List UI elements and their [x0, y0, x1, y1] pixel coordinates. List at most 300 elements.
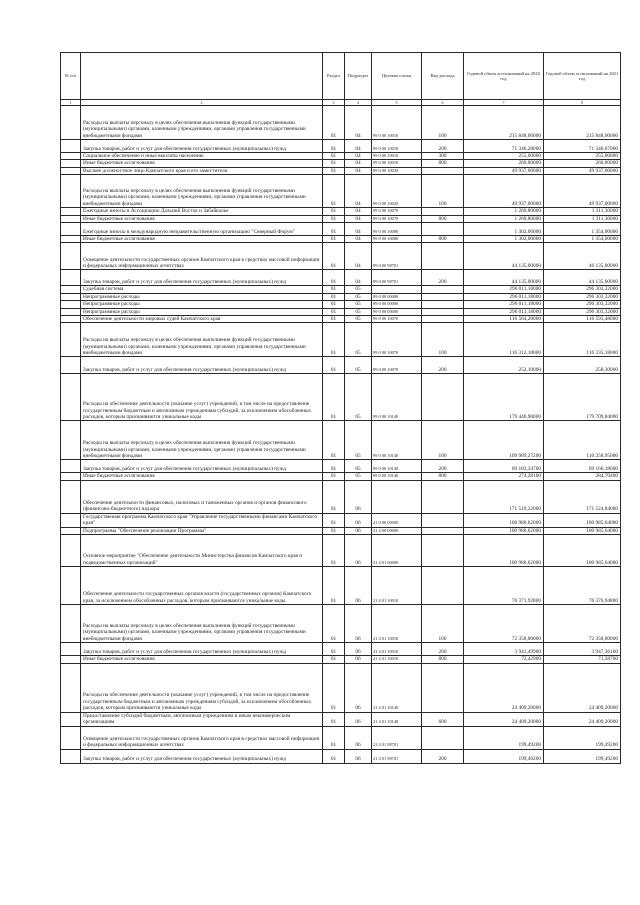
subsection-code: 04 [345, 215, 372, 222]
table-row [61, 215, 621, 222]
amount-2021: 76 376,94800 [544, 567, 621, 605]
subsection-code: 05 [345, 421, 372, 460]
amount-2020: 171 519,32000 [464, 480, 544, 513]
section-code: 01 [323, 421, 345, 460]
amount-2021: 116 593,48000 [544, 316, 621, 323]
section-code: 01 [323, 535, 345, 567]
amount-2021: 49 937,00000 [544, 175, 621, 208]
target-article-code: 99 0 00 10070 [372, 208, 422, 215]
amount-2020: 3 941,49900 [464, 643, 544, 656]
subsection-code: 05 [345, 308, 372, 315]
subsection-code: 05 [345, 374, 372, 421]
table-row [61, 460, 621, 473]
table-row [61, 513, 621, 527]
item-name: Расходы на выплаты персоналу в целях обеспечения выполнения функций государственными (муниципальными) органами, казенными учреждениями, органами управления государственными внебюджетными фондами [81, 106, 323, 140]
section-code: 01 [323, 480, 345, 513]
expense-type-code: 200 [422, 749, 464, 763]
target-article-code: 21 4 01 10010 [372, 605, 422, 643]
table-row [61, 160, 621, 167]
target-article-code: 99 0 00 10140 [372, 421, 422, 460]
target-article-code: 21 0 00 00000 [372, 513, 422, 527]
item-name: Иные бюджетные ассигнования [81, 215, 323, 222]
amount-2020: 296 011,18000 [464, 293, 544, 300]
subsection-code: 04 [345, 208, 372, 215]
amount-2021: 1 311,30000 [544, 215, 621, 222]
table-row [61, 527, 621, 534]
subsection-code: 05 [345, 286, 372, 293]
target-article-code: 99 0 00 00000 [372, 308, 422, 315]
expense-type-code: 800 [422, 656, 464, 663]
amount-2020: 49 937,00000 [464, 167, 544, 174]
amount-2020: 69 183,34700 [464, 460, 544, 473]
expense-type-code: 100 [422, 323, 464, 357]
num-cell [61, 421, 81, 460]
item-name: Иные бюджетные ассигнования [81, 473, 323, 480]
target-article-code: 99 0 00 10070 [372, 215, 422, 222]
num-cell [61, 535, 81, 567]
target-article-code: 21 4 01 98701 [372, 726, 422, 749]
section-code: 01 [323, 726, 345, 749]
amount-2020: 296 011,18000 [464, 308, 544, 315]
amount-2021: 3 947,36100 [544, 643, 621, 656]
subsection-code: 04 [345, 223, 372, 236]
subsection-code: 04 [345, 106, 372, 140]
target-article-code: 99 0 00 10140 [372, 473, 422, 480]
expense-type-code [422, 535, 464, 567]
num-cell [61, 527, 81, 534]
expense-type-code: 200 [422, 140, 464, 153]
amount-2021: 72 358,00000 [544, 605, 621, 643]
table-row [61, 535, 621, 567]
section-code: 01 [323, 308, 345, 315]
item-name: Обеспечение деятельности финансовых, налоговых и таможенных органов и органов финансового (финансово-бюджетного) надзора [81, 480, 323, 513]
amount-2021: 296 303,32000 [544, 286, 621, 293]
table-row [61, 643, 621, 656]
item-name: Расходы на выплаты персоналу в целях обеспечения выполнения функций государственными (муниципальными) органами, казенными учреждениями, органами управления государственными внебюджетными фондами [81, 421, 323, 460]
amount-2020: 116 564,28000 [464, 316, 544, 323]
num-cell [61, 513, 81, 527]
expense-type-code: 800 [422, 215, 464, 222]
target-article-code: 99 0 00 10020 [372, 167, 422, 174]
expense-type-code: 100 [422, 421, 464, 460]
header-amount-2020: Годовой объем ассигнований на 2020 год [464, 53, 544, 100]
subsection-code: 05 [345, 357, 372, 374]
num-cell [61, 236, 81, 243]
item-name: Расходы на выплаты персоналу в целях обеспечения выполнения функций государственными (муниципальными) органами, казенными учреждениями, органами управления государственными внебюджетными фондами [81, 175, 323, 208]
section-code: 01 [323, 106, 345, 140]
amount-2020: 100 980,62000 [464, 527, 544, 534]
num-cell [61, 175, 81, 208]
expense-type-code [422, 374, 464, 421]
section-code: 01 [323, 605, 345, 643]
subsection-code: 06 [345, 567, 372, 605]
table-row [61, 374, 621, 421]
num-cell [61, 605, 81, 643]
target-article-code: 21 4 01 00000 [372, 535, 422, 567]
section-code: 01 [323, 749, 345, 763]
section-code: 01 [323, 223, 345, 236]
section-code: 01 [323, 323, 345, 357]
num-cell [61, 208, 81, 215]
amount-2020: 255,00000 [464, 153, 544, 160]
expense-type-code [422, 567, 464, 605]
subsection-code: 06 [345, 535, 372, 567]
item-name: Ежегодные взносы в международную неправительственную организацию "Северный Форум" [81, 223, 323, 236]
amount-2021: 44 135,00000 [544, 270, 621, 286]
amount-2021: 116 335,18000 [544, 323, 621, 357]
section-code: 01 [323, 357, 345, 374]
section-code: 01 [323, 286, 345, 293]
header-amount-2021: Годовой объем ассигнований на 2021 год [544, 53, 621, 100]
amount-2021: 24 409,20000 [544, 663, 621, 712]
amount-2021: 260,00000 [544, 160, 621, 167]
target-article-code: 99 0 00 10070 [372, 316, 422, 323]
subsection-code: 06 [345, 656, 372, 663]
expense-type-code [422, 208, 464, 215]
subsection-code: 05 [345, 301, 372, 308]
amount-2020: 199,49200 [464, 749, 544, 763]
expense-type-code: 100 [422, 106, 464, 140]
num-cell [61, 357, 81, 374]
expense-type-code: 300 [422, 153, 464, 160]
amount-2020: 116 312,18000 [464, 323, 544, 357]
target-article-code: 99 0 00 98701 [372, 270, 422, 286]
target-article-code: 99 0 00 10010 [372, 160, 422, 167]
table-row [61, 316, 621, 323]
expense-type-code [422, 243, 464, 270]
amount-2021: 258,30000 [544, 357, 621, 374]
amount-2020: 100 980,62000 [464, 535, 544, 567]
table-row [61, 223, 621, 236]
item-name: Обеспечение деятельности государственных органов власти (государственных органов) Камчатского края, за исключением обособленных расходов, которым присваиваются уникальные коды [81, 567, 323, 605]
amount-2020: 24 409,20000 [464, 712, 544, 726]
table-row [61, 605, 621, 643]
subsection-code: 04 [345, 236, 372, 243]
header-num: № п/п [61, 53, 81, 100]
amount-2020: 44 135,00000 [464, 270, 544, 286]
table-row [61, 208, 621, 215]
column-number: 1 [61, 100, 81, 106]
amount-2021: 179 709,84000 [544, 374, 621, 421]
table-row [61, 726, 621, 749]
num-cell [61, 480, 81, 513]
subsection-code: 04 [345, 243, 372, 270]
amount-2021: 199,49200 [544, 749, 621, 763]
target-article-code [372, 286, 422, 293]
section-code: 01 [323, 527, 345, 534]
amount-2020: 199,49200 [464, 726, 544, 749]
column-number: 2 [81, 100, 323, 106]
amount-2020: 1 302,00000 [464, 236, 544, 243]
table-body [61, 106, 621, 764]
item-name: Непрограммные расходы [81, 308, 323, 315]
amount-2020: 296 011,18000 [464, 301, 544, 308]
num-cell [61, 726, 81, 749]
expense-type-code: 100 [422, 605, 464, 643]
subsection-code: 05 [345, 323, 372, 357]
subsection-code: 06 [345, 513, 372, 527]
subsection-code: 04 [345, 140, 372, 153]
table-row [61, 712, 621, 726]
target-article-code [372, 480, 422, 513]
item-name: Основное мероприятие "Обеспечение деятельности Министерства финансов Камчатского края и подведомственных организаций" [81, 535, 323, 567]
target-article-code: 99 0 00 10010 [372, 106, 422, 140]
amount-2020: 1 302,00000 [464, 223, 544, 236]
item-name: Расходы на обеспечение деятельности (оказание услуг) учреждений, в том числе на предоставление государственным бюджетным и автономным учреждениям субсидий, за исключением обособленных расходов, которым присваиваются уникальные коды [81, 663, 323, 712]
num-cell [61, 567, 81, 605]
amount-2020: 24 409,20000 [464, 663, 544, 712]
target-article-code: 21 4 01 10010 [372, 643, 422, 656]
section-code: 01 [323, 316, 345, 323]
target-article-code: 99 0 00 00000 [372, 293, 422, 300]
amount-2021: 71,58700 [544, 656, 621, 663]
item-name: Непрограммные расходы [81, 301, 323, 308]
expense-type-code: 800 [422, 236, 464, 243]
num-cell [61, 286, 81, 293]
target-article-code: 21 4 01 10010 [372, 567, 422, 605]
amount-2020: 1 260,80000 [464, 208, 544, 215]
column-number: 6 [422, 100, 464, 106]
amount-2021: 171 524,84000 [544, 480, 621, 513]
column-number: 4 [345, 100, 372, 106]
section-code: 01 [323, 270, 345, 286]
expense-type-code [422, 527, 464, 534]
section-code: 01 [323, 236, 345, 243]
target-article-code: 99 0 00 10080 [372, 223, 422, 236]
num-cell [61, 215, 81, 222]
header-row [61, 53, 621, 100]
amount-2021: 69 166,18600 [544, 460, 621, 473]
expense-type-code [422, 480, 464, 513]
section-code: 01 [323, 656, 345, 663]
expense-type-code [422, 663, 464, 712]
amount-2020: 72,42900 [464, 656, 544, 663]
section-code: 01 [323, 567, 345, 605]
table-row [61, 301, 621, 308]
section-code: 01 [323, 243, 345, 270]
table-row [61, 293, 621, 300]
table-row [61, 480, 621, 513]
section-code: 01 [323, 473, 345, 480]
expense-type-code [422, 316, 464, 323]
subsection-code: 06 [345, 480, 372, 513]
item-name: Ежегодные взносы в Ассоциацию Дальний Восток и Забайкалье [81, 208, 323, 215]
item-name: Закупка товаров, работ и услуг для обеспечения государственных (муниципальных) нужд [81, 460, 323, 473]
amount-2020: 72 358,00000 [464, 605, 544, 643]
target-article-code: 99 0 00 10070 [372, 323, 422, 357]
num-cell [61, 656, 81, 663]
target-article-code: 99 0 00 10140 [372, 374, 422, 421]
section-code: 01 [323, 643, 345, 656]
section-code: 01 [323, 167, 345, 174]
amount-2020: 215 848,00000 [464, 106, 544, 140]
num-cell [61, 167, 81, 174]
subsection-code: 05 [345, 473, 372, 480]
column-number: 8 [544, 100, 621, 106]
amount-2021: 1 311,30000 [544, 208, 621, 215]
item-name: Расходы на выплаты персоналу в целях обеспечения выполнения функций государственными (муниципальными) органами, казенными учреждениями, органами управления государственными внебюджетными фондами [81, 323, 323, 357]
subsection-code: 06 [345, 749, 372, 763]
expense-type-code: 600 [422, 712, 464, 726]
item-name: Предоставление субсидий бюджетным, автономным учреждениям и иным некоммерческим организациям [81, 712, 323, 726]
amount-2021: 199,49200 [544, 726, 621, 749]
subsection-code: 04 [345, 160, 372, 167]
table-row [61, 270, 621, 286]
item-name: Иные бюджетные ассигнования [81, 236, 323, 243]
amount-2021: 296 303,32000 [544, 308, 621, 315]
amount-2021: 296 303,32000 [544, 293, 621, 300]
target-article-code: 99 0 00 10010 [372, 140, 422, 153]
section-code: 01 [323, 374, 345, 421]
num-cell [61, 243, 81, 270]
column-number: 7 [464, 100, 544, 106]
item-name: Высшее должностное лицо Камчатского края и его заместители [81, 167, 323, 174]
amount-2021: 284,70400 [544, 473, 621, 480]
num-cell [61, 293, 81, 300]
table-row [61, 106, 621, 140]
amount-2021: 110 258,95000 [544, 421, 621, 460]
table-row [61, 567, 621, 605]
num-cell [61, 270, 81, 286]
subsection-code: 06 [345, 527, 372, 534]
amount-2020: 274,28100 [464, 473, 544, 480]
amount-2021: 100 985,64000 [544, 527, 621, 534]
table-row [61, 357, 621, 374]
table-row [61, 308, 621, 315]
amount-2020: 76 371,92800 [464, 567, 544, 605]
expense-type-code [422, 308, 464, 315]
expense-type-code [422, 223, 464, 236]
column-number: 5 [372, 100, 422, 106]
target-article-code: 21 4 00 00000 [372, 527, 422, 534]
amount-2021: 255,00000 [544, 153, 621, 160]
expense-type-code: 100 [422, 175, 464, 208]
item-name: Освещение деятельности государственных органов Камчатского края в средствах массовой информации и федеральных информационных агентствах [81, 726, 323, 749]
expense-type-code [422, 293, 464, 300]
amount-2021: 215 848,00000 [544, 106, 621, 140]
expense-type-code: 800 [422, 160, 464, 167]
amount-2021: 100 985,64000 [544, 513, 621, 527]
amount-2021: 1 354,00000 [544, 236, 621, 243]
amount-2021: 100 985,64000 [544, 535, 621, 567]
item-name: Подпрограмма "Обеспечение реализации Программы" [81, 527, 323, 534]
subsection-code: 06 [345, 712, 372, 726]
table-row [61, 286, 621, 293]
amount-2020: 71 346,28000 [464, 140, 544, 153]
table-row [61, 656, 621, 663]
item-name: Судебная система [81, 286, 323, 293]
item-name: Иные бюджетные ассигнования [81, 160, 323, 167]
table-row [61, 140, 621, 153]
num-cell [61, 323, 81, 357]
section-code: 01 [323, 513, 345, 527]
item-name: Государственная программа Камчатского края "Управление государственными финансами Камчатского края" [81, 513, 323, 527]
table-row [61, 749, 621, 763]
target-article-code: 21 4 01 10010 [372, 656, 422, 663]
target-article-code: 99 0 00 10070 [372, 357, 422, 374]
target-article-code: 99 0 00 10080 [372, 236, 422, 243]
item-name: Закупка товаров, работ и услуг для обеспечения государственных (муниципальных) нужд [81, 270, 323, 286]
header-razdel: Раздел [323, 53, 345, 100]
num-cell [61, 663, 81, 712]
item-name: Закупка товаров, работ и услуг для обеспечения государственных (муниципальных) нужд [81, 140, 323, 153]
expense-type-code [422, 513, 464, 527]
section-code: 01 [323, 175, 345, 208]
subsection-code: 04 [345, 167, 372, 174]
item-name: Закупка товаров, работ и услуг для обеспечения государственных (муниципальных) нужд [81, 643, 323, 656]
table-row [61, 243, 621, 270]
amount-2020: 100 980,62000 [464, 513, 544, 527]
amount-2021: 49 937,00000 [544, 167, 621, 174]
num-cell [61, 473, 81, 480]
target-article-code: 99 0 00 10010 [372, 153, 422, 160]
table-row [61, 175, 621, 208]
budget-table [60, 52, 621, 764]
section-code: 01 [323, 208, 345, 215]
subsection-code: 04 [345, 270, 372, 286]
budget-document [60, 52, 620, 764]
table-row [61, 167, 621, 174]
item-name: Иные бюджетные ассигнования [81, 656, 323, 663]
subsection-code: 05 [345, 460, 372, 473]
target-article-code: 21 4 01 98701 [372, 749, 422, 763]
expense-type-code [422, 167, 464, 174]
header-expense-type: Вид расхода [422, 53, 464, 100]
item-name: Освещение деятельности государственных органов Камчатского края в средствах массовой информации и федеральных информационных агентствах [81, 243, 323, 270]
subsection-code: 05 [345, 293, 372, 300]
num-cell [61, 460, 81, 473]
section-code: 01 [323, 215, 345, 222]
subsection-code: 04 [345, 153, 372, 160]
header-name [81, 53, 323, 100]
amount-2021: 71 346,67000 [544, 140, 621, 153]
num-cell [61, 308, 81, 315]
table-row [61, 421, 621, 460]
expense-type-code: 200 [422, 270, 464, 286]
num-cell [61, 749, 81, 763]
column-number: 3 [323, 100, 345, 106]
item-name: Обеспечение деятельности мировых судей Камчатского края [81, 316, 323, 323]
subsection-code: 06 [345, 605, 372, 643]
num-cell [61, 643, 81, 656]
target-article-code: 99 0 00 98701 [372, 243, 422, 270]
table-row [61, 663, 621, 712]
num-cell [61, 223, 81, 236]
subsection-code: 06 [345, 643, 372, 656]
expense-type-code: 200 [422, 357, 464, 374]
section-code: 01 [323, 712, 345, 726]
subsection-code: 06 [345, 726, 372, 749]
header-target-article: Целевая статья [372, 53, 422, 100]
amount-2020: 109 989,27200 [464, 421, 544, 460]
section-code: 01 [323, 140, 345, 153]
section-code: 01 [323, 460, 345, 473]
amount-2021: 46 135,00000 [544, 243, 621, 270]
num-cell [61, 316, 81, 323]
section-code: 01 [323, 160, 345, 167]
expense-type-code: 200 [422, 460, 464, 473]
section-code: 01 [323, 663, 345, 712]
item-name: Закупка товаров, работ и услуг для обеспечения государственных (муниципальных) нужд [81, 749, 323, 763]
subsection-code: 05 [345, 316, 372, 323]
target-article-code: 21 4 01 10140 [372, 712, 422, 726]
section-code: 01 [323, 153, 345, 160]
num-cell [61, 106, 81, 140]
item-name: Социальное обеспечение и иные выплаты населению [81, 153, 323, 160]
section-code: 01 [323, 301, 345, 308]
section-code: 01 [323, 293, 345, 300]
subsection-code: 06 [345, 663, 372, 712]
